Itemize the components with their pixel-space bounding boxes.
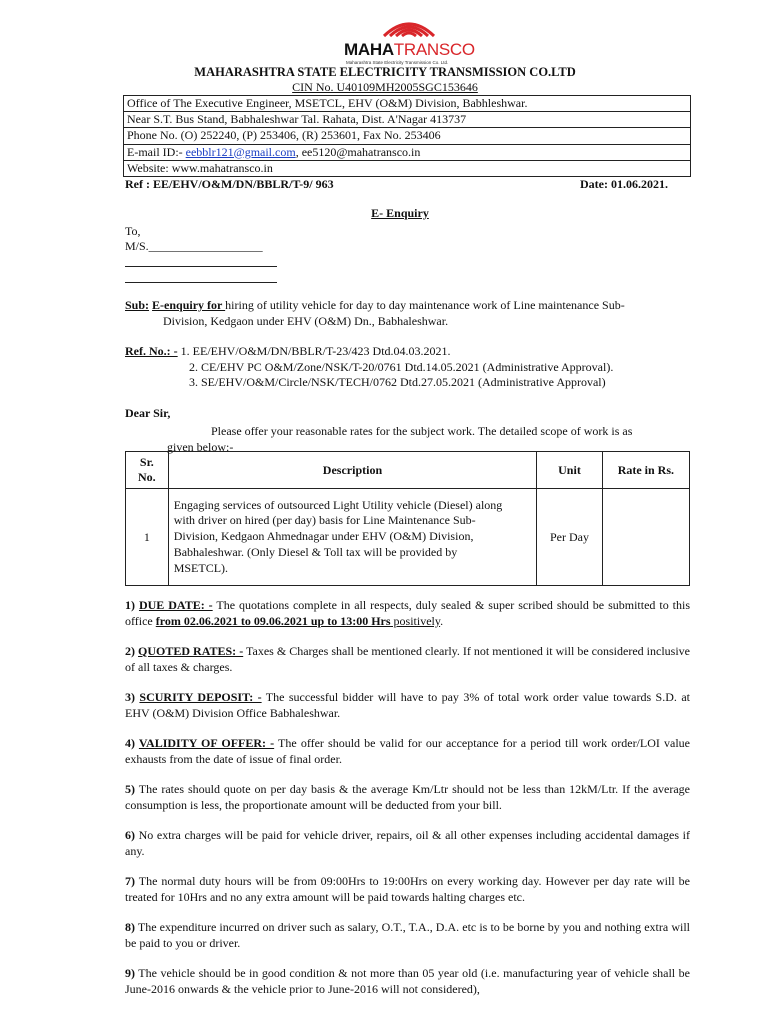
term-rates: 5) The rates should quote on per day basis & the average Km/Ltr should not be less than 12kM/Ltr. If the average consumption is less, the proportionate amount will be deducted from your bill. [125, 782, 690, 812]
cell-sr: 1 [126, 489, 169, 586]
transmission-lines-icon [380, 14, 438, 40]
reference-number: Ref : EE/EHV/O&M/DN/BBLR/T-9/ 963 [125, 177, 334, 191]
term-driver-expenditure: 8) The expenditure incurred on driver such as salary, O.T., T.A., D.A. etc is to be borne by you and nothing extra will be paid to you or driver. [125, 920, 690, 950]
term-due-date: 1) DUE DATE: - The quotations complete in all respects, duly sealed & super scribed should be submitted to this office from 02.06.2021 to 09.06.2021 up to 13:00 Hrs positively. [125, 598, 691, 628]
term-extra-charges: 6) No extra charges will be paid for vehicle driver, repairs, oil & all other expenses including accidental damages if any. [125, 828, 690, 858]
address-line-office: Office of The Executive Engineer, MSETCL, EHV (O&M) Division, Babhleshwar. [124, 96, 690, 112]
reference-item: 3. SE/EHV/O&M/Circle/NSK/TECH/0762 Dtd.27.05.2021 (Administrative Approval) [189, 375, 606, 389]
letter-date: Date: 01.06.2021. [580, 177, 668, 191]
scope-table [125, 451, 690, 586]
salutation: Dear Sir, [125, 406, 171, 420]
email-link[interactable]: eebblr121@gmail.com [185, 144, 296, 159]
reference-item: 1. EE/EHV/O&M/DN/BBLR/T-23/423 Dtd.04.03.2021. [180, 344, 451, 358]
header-description: Description [168, 452, 537, 489]
intro-paragraph: Please offer your reasonable rates for the subject work. The detailed scope of work is as given below:- [167, 424, 633, 454]
address-line-phone: Phone No. (O) 252240, (P) 253406, (R) 253601, Fax No. 253406 [124, 128, 690, 144]
address-line-website: Website: www.mahatransco.in [127, 160, 273, 175]
cell-rate [602, 489, 689, 586]
address-line-location: Near S.T. Bus Stand, Babhaleshwar Tal. Rahata, Dist. A'Nagar 413737 [124, 112, 690, 128]
logo-tagline: Maharashtra State Electricity Transmission Co. Ltd. [346, 60, 449, 65]
mahatransco-logo [344, 14, 475, 65]
table-header-row [126, 452, 690, 489]
term-vehicle-condition: 9) The vehicle should be in good condition & not more than 05 year old (i.e. manufacturing year of vehicle shall be June-2016 onwards & the vehicle prior to June-2016 will not considered), [125, 966, 690, 996]
addressee-blank-2 [125, 282, 277, 283]
logo-wordmark: MAHATRANSCO [344, 40, 475, 59]
reference-item: 2. CE/EHV PC O&M/Zone/NSK/T-20/0761 Dtd.14.05.2021 (Administrative Approval). [189, 359, 614, 374]
cell-description: Engaging services of outsourced Light Utility vehicle (Diesel) along with driver on hired (per day) basis for Line Maintenance Sub- Division, Kedgaon Ahmednagar under EHV (O&M) Division, Babhaleshwar. (Only Diesel & Toll tax will be provided by MSETCL). [168, 489, 537, 586]
addressee-blank-1 [125, 266, 277, 267]
document-title: E- Enquiry [371, 206, 429, 220]
company-name: MAHARASHTRA STATE ELECTRICITY TRANSMISSION CO.LTD [194, 65, 576, 79]
cin-number: CIN No. U40109MH2005SGC153646 [292, 80, 478, 94]
addressee-line: M/S.___________________ [125, 239, 263, 253]
table-row [126, 489, 690, 586]
references: Ref. No.: - 1. EE/EHV/O&M/DN/BBLR/T-23/423 Dtd.04.03.2021. 2. CE/EHV PC O&M/Zone/NSK/T-20/0761 Dtd.14.05.2021 (Administrative Approval). 3. SE/EHV/O&M/Circle/NSK/TECH/0762 Dtd.27.05.2021 (Administrative Approval) [125, 344, 614, 389]
term-quoted-rates: 2) QUOTED RATES: - Taxes & Charges shall be mentioned clearly. If not mentioned it will be considered inclusive of all taxes & charges. [125, 644, 691, 674]
header-sr-no: Sr. No. [126, 452, 169, 489]
term-validity: 4) VALIDITY OF OFFER: - The offer should be valid for our acceptance for a period till work order/LOI value exhausts from the date of issue of final order. [125, 736, 690, 766]
subject: Sub: E-enquiry for hiring of utility vehicle for day to day maintenance work of Line maintenance Sub- Division, Kedgaon under EHV (O&M) Dn., Babhaleshwar. [125, 298, 625, 328]
header-unit: Unit [537, 452, 602, 489]
header-rate: Rate in Rs. [602, 452, 689, 489]
term-duty-hours: 7) The normal duty hours will be from 09:00Hrs to 19:00Hrs on every working day. However per day rate will be treated for 10Hrs and no any extra amount will be paid towards halting charges etc. [125, 874, 690, 904]
term-security-deposit: 3) SCURITY DEPOSIT: - The successful bidder will have to pay 3% of total work order value towards S.D. at EHV (O&M) Division Office Babhaleshwar. [125, 690, 690, 720]
cell-unit: Per Day [537, 489, 602, 586]
to-line: To, [125, 224, 141, 238]
address-line-email: E-mail ID:- eebblr121@gmail.com, ee5120@mahatransco.in [124, 145, 690, 161]
address-box [123, 95, 691, 177]
